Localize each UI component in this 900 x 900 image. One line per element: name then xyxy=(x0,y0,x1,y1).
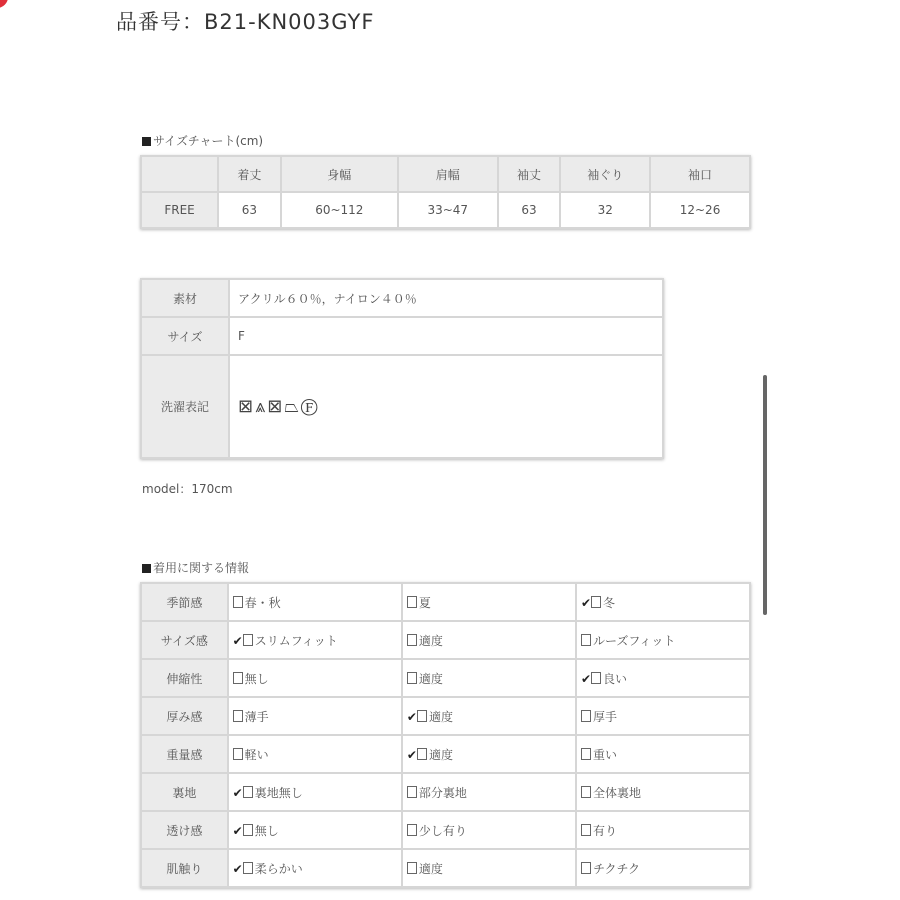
checkbox-icon xyxy=(407,786,417,798)
checkbox-icon xyxy=(581,824,591,836)
checkbox-icon xyxy=(581,786,591,798)
option-label: 裏地無し xyxy=(254,785,303,800)
option-label: 重い xyxy=(592,747,617,762)
check-icon: ✔ xyxy=(406,747,417,762)
checkbox-icon xyxy=(581,862,591,874)
material-table xyxy=(140,278,664,459)
checkbox-icon xyxy=(407,634,417,646)
check-icon: ✔ xyxy=(232,861,243,876)
option-label: ルーズフィット xyxy=(592,633,676,648)
option-label: スリムフィット xyxy=(254,633,338,648)
option-label: 適度 xyxy=(418,861,443,876)
option-label: 夏 xyxy=(418,595,431,610)
check-icon: ✔ xyxy=(406,709,417,724)
wear-info-heading xyxy=(142,559,249,576)
model-height: model：170cm xyxy=(142,482,233,496)
checkbox-icon xyxy=(407,824,417,836)
option-label: チクチク xyxy=(592,861,640,876)
option-label: 適度 xyxy=(418,633,443,648)
option-cell xyxy=(576,773,750,811)
header-cell xyxy=(141,156,218,192)
cell: 63 xyxy=(218,192,281,228)
checkbox-icon xyxy=(233,710,243,722)
size-chart-heading xyxy=(142,132,263,149)
checkbox-icon xyxy=(243,786,253,798)
cell: 33~47 xyxy=(398,192,498,228)
header-cell: 袖口 xyxy=(650,156,750,192)
row-label: 洗濯表記 xyxy=(141,355,229,458)
option-cell xyxy=(576,811,750,849)
option-cell xyxy=(576,621,750,659)
option-cell xyxy=(402,583,576,621)
option-label: 軽い xyxy=(244,747,269,762)
header-cell: 肩幅 xyxy=(398,156,498,192)
option-cell xyxy=(576,735,750,773)
header-cell: 袖丈 xyxy=(498,156,561,192)
option-cell xyxy=(228,583,402,621)
table-row xyxy=(141,583,750,621)
size-value: F xyxy=(229,317,663,355)
checkbox-icon xyxy=(233,672,243,684)
product-code: 品番号：B21-KN003GYF xyxy=(116,10,375,34)
option-cell xyxy=(228,773,402,811)
option-label: 部分裏地 xyxy=(418,785,467,800)
option-label: 冬 xyxy=(603,595,616,610)
row-label: 重量感 xyxy=(141,735,228,773)
checkbox-icon xyxy=(417,710,427,722)
checkbox-icon xyxy=(591,596,601,608)
checkbox-icon xyxy=(581,634,591,646)
option-cell xyxy=(402,849,576,887)
option-label: 良い xyxy=(603,671,628,686)
checkbox-icon xyxy=(591,672,601,684)
table-row xyxy=(141,355,663,458)
option-cell xyxy=(576,697,750,735)
option-label: 適度 xyxy=(428,709,453,724)
checkbox-icon xyxy=(417,748,427,760)
material-value: アクリル６０％，ナイロン４０％ xyxy=(229,279,663,317)
row-label: 素材 xyxy=(141,279,229,317)
header-cell: 身幅 xyxy=(281,156,398,192)
row-label: 透け感 xyxy=(141,811,228,849)
table-row xyxy=(141,621,750,659)
wear-info-table xyxy=(140,582,751,888)
scrollbar[interactable] xyxy=(763,375,767,615)
option-label: 厚手 xyxy=(592,709,617,724)
option-cell xyxy=(402,697,576,735)
row-label: 季節感 xyxy=(141,583,228,621)
row-label: 肌触り xyxy=(141,849,228,887)
checkbox-icon xyxy=(243,862,253,874)
checkbox-icon xyxy=(243,824,253,836)
table-row xyxy=(141,811,750,849)
table-row xyxy=(141,192,750,228)
option-cell xyxy=(228,811,402,849)
table-row xyxy=(141,317,663,355)
table-row xyxy=(141,697,750,735)
option-cell xyxy=(228,621,402,659)
cell: 63 xyxy=(498,192,561,228)
check-icon: ✔ xyxy=(580,671,591,686)
option-label: 柔らかい xyxy=(254,861,303,876)
option-cell xyxy=(228,735,402,773)
row-label: サイズ感 xyxy=(141,621,228,659)
checkbox-icon xyxy=(581,710,591,722)
size-label: FREE xyxy=(141,192,218,228)
checkbox-icon xyxy=(243,634,253,646)
option-cell xyxy=(576,849,750,887)
table-row xyxy=(141,659,750,697)
checkbox-icon xyxy=(233,596,243,608)
option-label: 適度 xyxy=(418,671,443,686)
table-row xyxy=(141,849,750,887)
option-cell xyxy=(228,849,402,887)
check-icon: ✔ xyxy=(232,785,243,800)
cell: 12~26 xyxy=(650,192,750,228)
wear-info-title: 着用に関する情報 xyxy=(153,561,250,575)
header-cell: 袖ぐり xyxy=(560,156,650,192)
option-cell xyxy=(228,659,402,697)
option-label: 無し xyxy=(244,671,269,686)
option-label: 少し有り xyxy=(418,823,467,838)
checkbox-icon xyxy=(233,748,243,760)
option-cell xyxy=(402,773,576,811)
option-cell xyxy=(402,735,576,773)
cell: 60~112 xyxy=(281,192,398,228)
cell: 32 xyxy=(560,192,650,228)
option-label: 有り xyxy=(592,823,617,838)
option-cell xyxy=(402,659,576,697)
option-label: 無し xyxy=(254,823,279,838)
checkbox-icon xyxy=(407,596,417,608)
row-label: 裏地 xyxy=(141,773,228,811)
size-chart-title: サイズチャート(cm) xyxy=(153,134,264,148)
option-cell xyxy=(402,621,576,659)
table-row xyxy=(141,279,663,317)
check-icon: ✔ xyxy=(580,595,591,610)
check-icon: ✔ xyxy=(232,633,243,648)
row-label: 厚み感 xyxy=(141,697,228,735)
option-label: 適度 xyxy=(428,747,453,762)
option-cell xyxy=(228,697,402,735)
care-symbols-icon: ⊠⩓⊠⏢Ⓕ xyxy=(229,355,663,458)
checkbox-icon xyxy=(407,862,417,874)
corner-badge xyxy=(0,0,8,8)
row-label: サイズ xyxy=(141,317,229,355)
header-cell: 着丈 xyxy=(218,156,281,192)
size-chart-table xyxy=(140,155,751,229)
option-label: 薄手 xyxy=(244,709,269,724)
size-chart-header-row xyxy=(141,156,750,192)
check-icon: ✔ xyxy=(232,823,243,838)
table-row xyxy=(141,773,750,811)
checkbox-icon xyxy=(581,748,591,760)
option-label: 春・秋 xyxy=(244,595,281,610)
option-cell xyxy=(576,583,750,621)
checkbox-icon xyxy=(407,672,417,684)
option-cell xyxy=(576,659,750,697)
row-label: 伸縮性 xyxy=(141,659,228,697)
option-label: 全体裏地 xyxy=(592,785,641,800)
table-row xyxy=(141,735,750,773)
option-cell xyxy=(402,811,576,849)
